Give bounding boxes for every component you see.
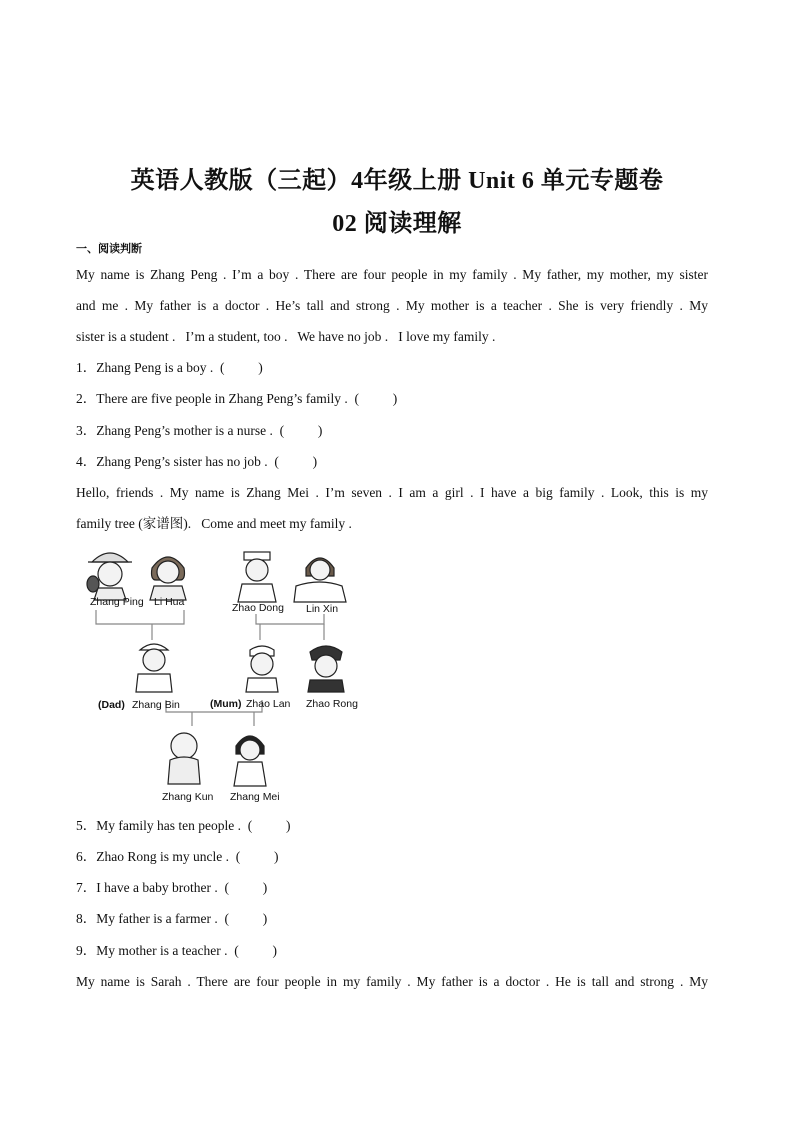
passage1-line: sister is a student . I’m a student, too . We have no job . I love my family . [76,329,496,344]
question-item: 1．Zhang Peng is a boy . ( ) [76,360,263,375]
question-item: 7．I have a baby brother . ( ) [76,880,268,895]
question-item: 4．Zhang Peng’s sister has no job . ( ) [76,454,318,469]
question-item: 6．Zhao Rong is my uncle . ( ) [76,849,279,864]
passage1-line: My name is Zhang Peng . I’m a boy . There are four people in my family . My father, my mother, my sister [76,267,708,282]
name-zhang-bin: Zhang Bin [132,699,180,711]
lin-xin-figure [294,558,346,602]
question-item: 2．There are five people in Zhang Peng’s family . ( ) [76,391,398,406]
document-title: 英语人教版（三起）4年级上册 Unit 6 单元专题卷 [130,168,664,194]
passage2-line: family tree (家谱图). Come and meet my family . [76,516,352,531]
name-zhao-dong: Zhao Dong [232,602,284,614]
zhao-dong-figure [238,552,276,602]
name-zhang-kun: Zhang Kun [162,791,214,803]
name-lin-xin: Lin Xin [306,603,339,615]
name-zhang-ping: Zhang Ping [90,596,144,608]
family-tree [84,540,374,810]
zhang-bin-figure [136,644,172,692]
zhao-rong-figure [308,646,344,692]
zhao-lan-figure [246,646,278,692]
question-item: 3．Zhang Peng’s mother is a nurse . ( ) [76,423,323,438]
passage3-line: My name is Sarah . There are four people in my family . My father is a doctor . He is tall and strong . My [76,974,708,989]
question-item: 5．My family has ten people . ( ) [76,818,291,833]
question-item: 9．My mother is a teacher . ( ) [76,943,277,958]
name-zhao-rong: Zhao Rong [306,698,358,710]
mum-tag: (Mum) [210,698,242,710]
section-heading: 一、阅读判断 [76,242,142,255]
li-hua-figure [150,557,186,600]
passage1-line: and me . My father is a doctor . He’s tall and strong . My mother is a teacher . She is very friendly . My [76,298,708,313]
name-zhang-mei: Zhang Mei [230,791,280,803]
name-zhao-lan: Zhao Lan [246,698,291,710]
document-subtitle: 02 阅读理解 [332,211,462,237]
zhang-kun-figure [168,733,200,784]
dad-tag: (Dad) [98,699,125,711]
family-tree-drawing [84,540,374,810]
zhang-ping-figure [87,553,132,600]
name-li-hua: Li Hua [154,596,185,608]
zhang-mei-figure [234,736,266,786]
question-item: 8．My father is a farmer . ( ) [76,911,268,926]
passage2-line: Hello, friends . My name is Zhang Mei . I’m seven . I am a girl . I have a big family . Look, this is my [76,485,708,500]
